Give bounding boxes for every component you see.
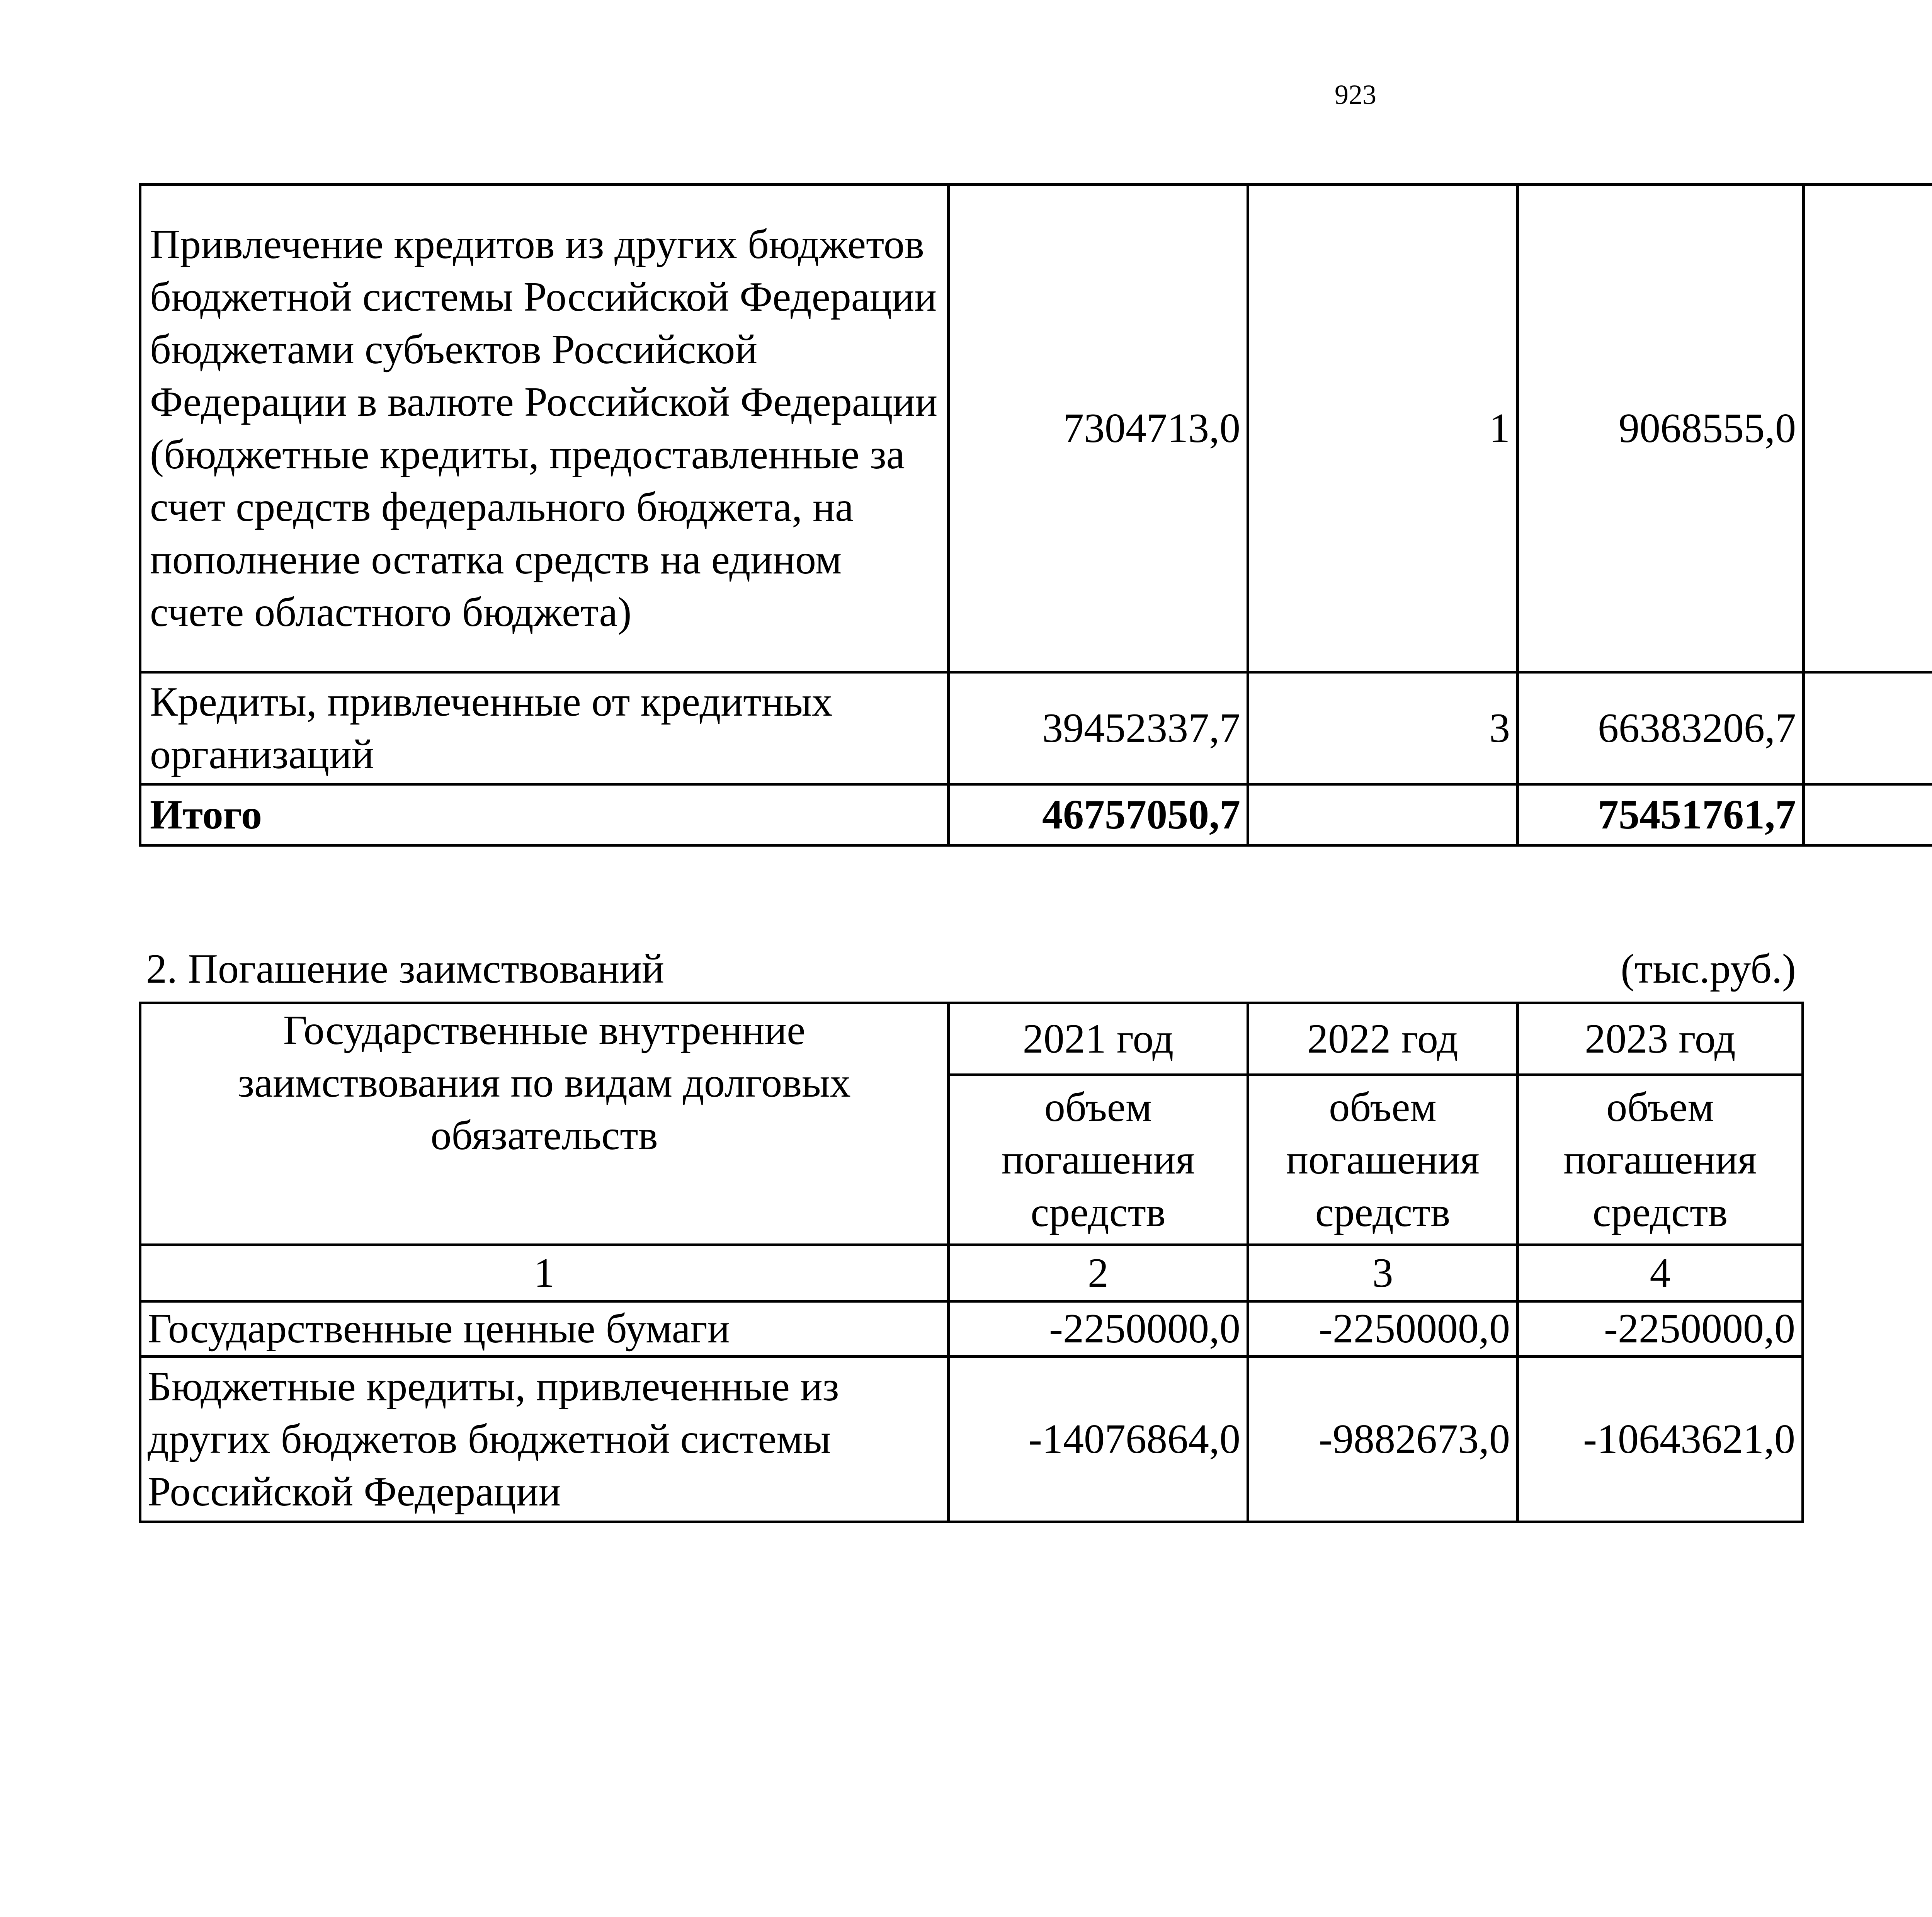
table-row <box>140 185 1932 672</box>
value-2021: -2250000,0 <box>949 1301 1248 1357</box>
table-row <box>140 1301 1803 1357</box>
value-2021: -14076864,0 <box>949 1357 1248 1522</box>
column-number: 2 <box>949 1245 1248 1301</box>
header-row-numbers <box>140 1245 1803 1301</box>
borrowings-table-continuation <box>139 183 1932 847</box>
section-title: 2. Погашение заимствований <box>146 946 664 992</box>
row-label: Бюджетные кредиты, привлеченные из других бюджетов бюджетной системы Российской Федерации <box>140 1357 949 1522</box>
column-number: 1 <box>140 1245 949 1301</box>
header-year-2021: 2021 год <box>949 1003 1248 1075</box>
header-row-years <box>140 1003 1803 1075</box>
term-2022 <box>1804 672 1932 784</box>
total-2021: 46757050,7 <box>949 784 1248 845</box>
total-2022: 75451761,7 <box>1518 784 1804 845</box>
empty-cell <box>1804 784 1932 845</box>
row-label: Привлечение кредитов из других бюджетов бюджетной системы Российской Федерации бюджетами субъектов Российской Федерации в валюте Российской Федерации (бюджетные кредиты, предоставленные за счет средств федерального бюджета, на пополнение остатка средств на едином счете областного бюджета) <box>140 185 949 672</box>
value-2023: -2250000,0 <box>1518 1301 1803 1357</box>
units-text: (тыс.руб.) <box>1621 946 1796 992</box>
table-row <box>140 1357 1803 1522</box>
value-2022: -2250000,0 <box>1248 1301 1518 1357</box>
term-2021: 3 <box>1248 672 1518 784</box>
page-number: 923 <box>1335 79 1376 110</box>
header-obligation-types: Государственные внутренние заимствования по видам долговых обязательств <box>140 1003 949 1245</box>
value-2021: 39452337,7 <box>949 672 1248 784</box>
total-label: Итого <box>140 784 949 845</box>
header-year-2023: 2023 год <box>1518 1003 1803 1075</box>
header-repayment-volume: объем погашения средств <box>949 1075 1248 1245</box>
term-2022 <box>1804 185 1932 672</box>
units-label <box>1546 943 1932 995</box>
value-2022: 9068555,0 <box>1518 185 1804 672</box>
value-2022: -9882673,0 <box>1248 1357 1518 1522</box>
empty-cell <box>1248 784 1518 845</box>
row-label: Государственные ценные бумаги <box>140 1301 949 1357</box>
total-row <box>140 784 1932 845</box>
column-number: 3 <box>1248 1245 1518 1301</box>
header-year-2022: 2022 год <box>1248 1003 1518 1075</box>
table-row <box>140 672 1932 784</box>
header-repayment-volume: объем погашения средств <box>1248 1075 1518 1245</box>
value-2022: 66383206,7 <box>1518 672 1804 784</box>
header-repayment-volume: объем погашения средств <box>1518 1075 1803 1245</box>
row-label: Кредиты, привлеченные от кредитных организаций <box>140 672 949 784</box>
value-2023: -10643621,0 <box>1518 1357 1803 1522</box>
term-2021: 1 <box>1248 185 1518 672</box>
column-number: 4 <box>1518 1245 1803 1301</box>
repayment-table <box>139 1002 1804 1523</box>
value-2021: 7304713,0 <box>949 185 1248 672</box>
